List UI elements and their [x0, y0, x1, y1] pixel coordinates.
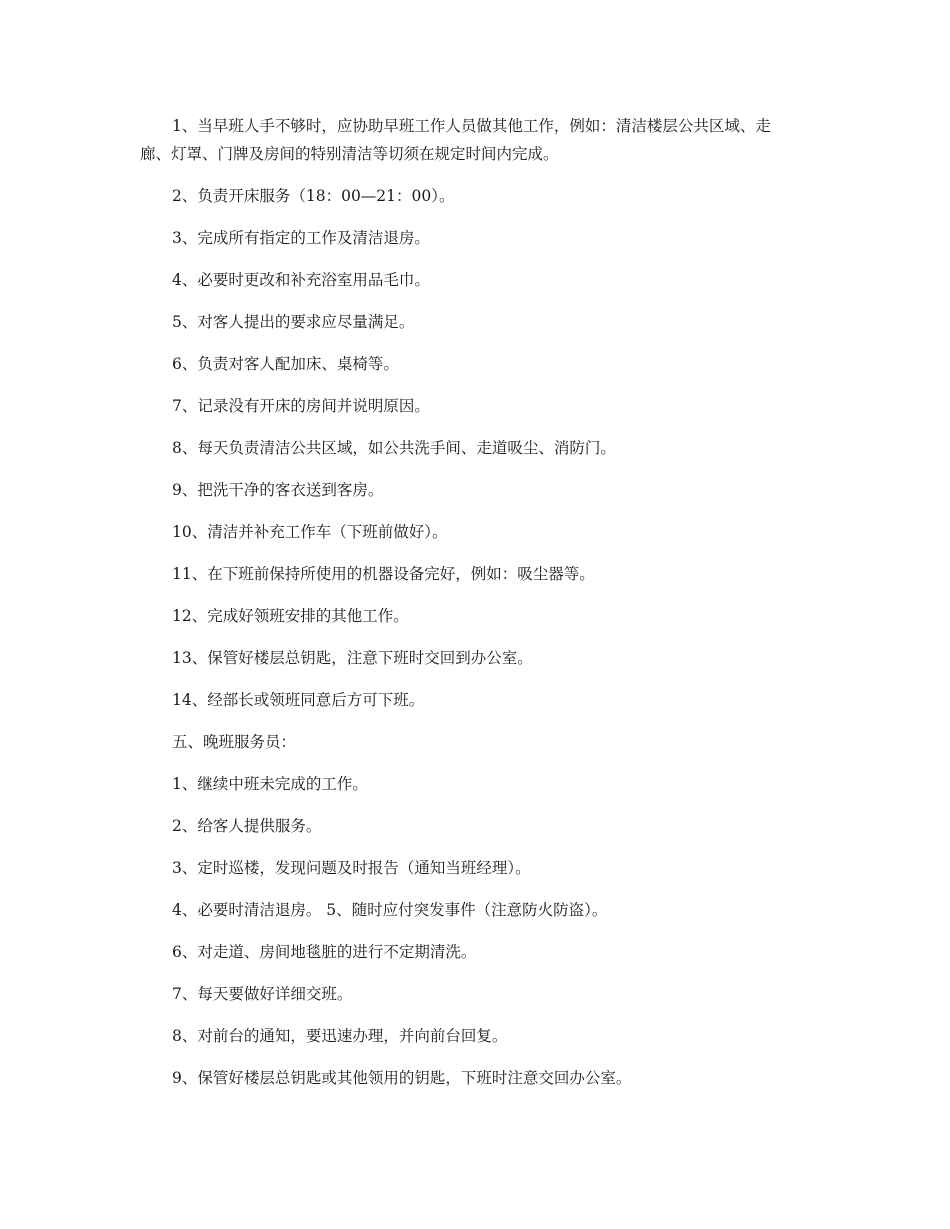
paragraph-record-rooms: 7、记录没有开床的房间并说明原因。	[172, 397, 430, 415]
document-body	[140, 112, 800, 1106]
paragraph-equipment: 11、在下班前保持所使用的机器设备完好，例如：吸尘器等。	[172, 565, 595, 583]
paragraph-work-cart: 10、清洁并补充工作车（下班前做好）。	[172, 523, 448, 541]
paragraph-checkout-cleaning: 3、完成所有指定的工作及清洁退房。	[172, 229, 430, 247]
paragraph-guest-requests: 5、对客人提出的要求应尽量满足。	[172, 313, 415, 331]
paragraph-guest-service: 2、给客人提供服务。	[172, 817, 322, 835]
paragraph-handover: 7、每天要做好详细交班。	[172, 985, 353, 1003]
paragraph-front-desk: 8、对前台的通知，要迅速办理，并向前台回复。	[172, 1027, 508, 1045]
paragraph-patrol: 3、定时巡楼，发现问题及时报告（通知当班经理）。	[172, 859, 531, 877]
paragraph-early-shift-assist: 1、当早班人手不够时，应协助早班工作人员做其他工作，例如：清洁楼层公共区域、走廊、灯罩、门牌及房间的特别清洁等切须在规定时间内完成。	[140, 117, 771, 163]
paragraph-leave-approval: 14、经部长或领班同意后方可下班。	[172, 691, 425, 709]
paragraph-carpet-cleaning: 6、对走道、房间地毯脏的进行不定期清洗。	[172, 943, 477, 961]
paragraph-return-keys: 9、保管好楼层总钥匙或其他领用的钥匙，下班时注意交回办公室。	[172, 1069, 632, 1087]
paragraph-public-areas: 8、每天负责清洁公共区域，如公共洗手间、走道吸尘、消防门。	[172, 439, 616, 457]
paragraph-turndown-service: 2、负责开床服务（18：00—21：00）。	[172, 187, 455, 205]
paragraph-other-tasks: 12、完成好领班安排的其他工作。	[172, 607, 409, 625]
paragraph-continue-work: 1、继续中班未完成的工作。	[172, 775, 368, 793]
paragraph-extra-beds: 6、负责对客人配加床、桌椅等。	[172, 355, 399, 373]
paragraph-laundry-delivery: 9、把洗干净的客衣送到客房。	[172, 481, 384, 499]
paragraph-emergencies: 4、必要时清洁退房。 5、随时应付突发事件（注意防火防盗）。	[172, 901, 608, 919]
paragraph-bathroom-supplies: 4、必要时更改和补充浴室用品毛巾。	[172, 271, 430, 289]
paragraph-master-key: 13、保管好楼层总钥匙，注意下班时交回到办公室。	[172, 649, 533, 667]
section-heading-night-shift: 五、晚班服务员：	[172, 733, 297, 751]
